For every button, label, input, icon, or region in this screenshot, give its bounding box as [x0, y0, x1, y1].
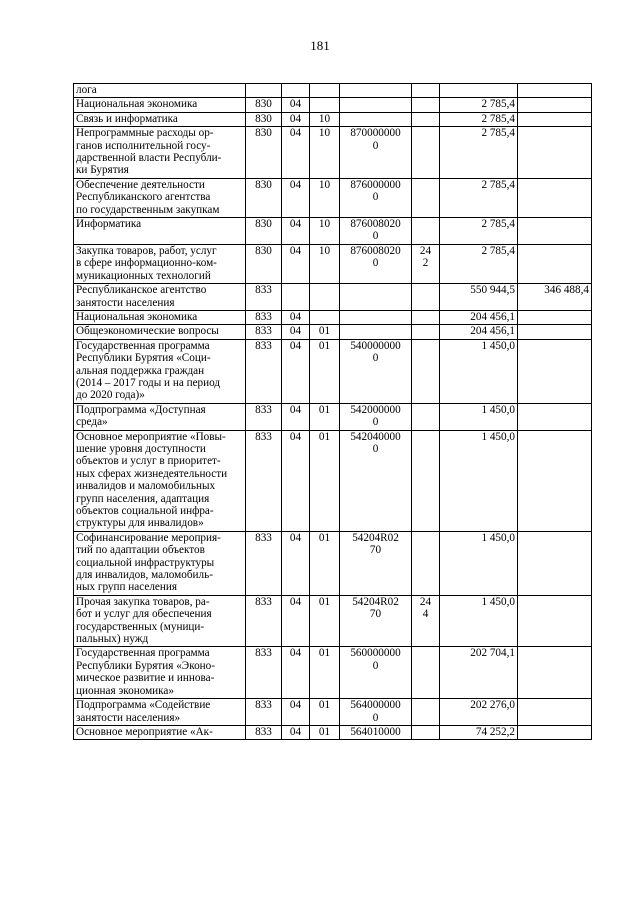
amount-cell [440, 84, 518, 98]
subsection-code-cell: 01 [310, 647, 340, 699]
subsection-code-cell: 01 [310, 403, 340, 430]
grbs-code-cell: 833 [246, 595, 282, 647]
table-row [74, 98, 592, 112]
target-article-code-cell: 876008020 0 [340, 244, 412, 283]
amount-cell: 550 944,5 [440, 284, 518, 311]
item-name-cell: Прочая закупка товаров, ра- бот и услуг для обеспечения государственных (муници- пальных) нужд [74, 595, 246, 647]
subsection-code-cell [310, 284, 340, 311]
table-row [74, 430, 592, 531]
amount-subventions-cell: 346 488,4 [518, 284, 592, 311]
grbs-code-cell: 830 [246, 127, 282, 179]
amount-subventions-cell [518, 725, 592, 739]
subsection-code-cell: 10 [310, 244, 340, 283]
amount-subventions-cell [518, 310, 592, 324]
subsection-code-cell: 01 [310, 430, 340, 531]
target-article-code-cell: 54204R02 70 [340, 531, 412, 595]
expense-type-code-cell: 24 4 [412, 595, 440, 647]
amount-subventions-cell [518, 218, 592, 245]
subsection-code-cell: 10 [310, 178, 340, 217]
section-code-cell: 04 [282, 325, 310, 339]
amount-subventions-cell [518, 595, 592, 647]
table-row [74, 127, 592, 179]
section-code-cell: 04 [282, 178, 310, 217]
section-code-cell: 04 [282, 218, 310, 245]
table-row [74, 699, 592, 726]
section-code-cell: 04 [282, 403, 310, 430]
subsection-code-cell: 01 [310, 595, 340, 647]
expense-type-code-cell [412, 339, 440, 403]
table-row [74, 647, 592, 699]
amount-cell: 2 785,4 [440, 178, 518, 217]
grbs-code-cell: 830 [246, 112, 282, 126]
section-code-cell: 04 [282, 310, 310, 324]
section-code-cell: 04 [282, 98, 310, 112]
grbs-code-cell: 830 [246, 98, 282, 112]
expense-type-code-cell [412, 325, 440, 339]
table-row [74, 218, 592, 245]
section-code-cell [282, 284, 310, 311]
target-article-code-cell: 870000000 0 [340, 127, 412, 179]
amount-cell: 1 450,0 [440, 430, 518, 531]
table-row [74, 339, 592, 403]
expense-type-code-cell [412, 430, 440, 531]
target-article-code-cell: 564010000 [340, 725, 412, 739]
target-article-code-cell: 560000000 0 [340, 647, 412, 699]
subsection-code-cell: 01 [310, 699, 340, 726]
grbs-code-cell: 833 [246, 430, 282, 531]
table-row [74, 244, 592, 283]
item-name-cell: Государственная программа Республики Бурятия «Соци- альная поддержка граждан (2014 – 2017 годы и на период до 2020 года)» [74, 339, 246, 403]
item-name-cell: Основное мероприятие «Повы- шение уровня доступности объектов и услуг в приоритет- ных сферах жизнедеятельности инвалидов и маломобильных групп населения, адаптация объектов социальной инфра- структуры для инвалидов» [74, 430, 246, 531]
amount-cell: 202 704,1 [440, 647, 518, 699]
page-number: 181 [310, 38, 330, 53]
table-row [74, 725, 592, 739]
item-name-cell: Республиканское агентство занятости населения [74, 284, 246, 311]
section-code-cell: 04 [282, 531, 310, 595]
subsection-code-cell [310, 310, 340, 324]
subsection-code-cell: 01 [310, 339, 340, 403]
table-row [74, 403, 592, 430]
amount-cell: 2 785,4 [440, 218, 518, 245]
grbs-code-cell: 833 [246, 284, 282, 311]
expense-type-code-cell: 24 2 [412, 244, 440, 283]
table-row [74, 112, 592, 126]
section-code-cell: 04 [282, 725, 310, 739]
expense-type-code-cell [412, 403, 440, 430]
item-name-cell: Закупка товаров, работ, услуг в сфере информационно-ком- муникационных технологий [74, 244, 246, 283]
section-code-cell [282, 84, 310, 98]
expense-type-code-cell [412, 725, 440, 739]
amount-cell: 2 785,4 [440, 98, 518, 112]
amount-cell: 1 450,0 [440, 531, 518, 595]
target-article-code-cell: 564000000 0 [340, 699, 412, 726]
subsection-code-cell: 01 [310, 725, 340, 739]
expense-type-code-cell [412, 84, 440, 98]
item-name-cell: Национальная экономика [74, 98, 246, 112]
expense-type-code-cell [412, 699, 440, 726]
expense-type-code-cell [412, 647, 440, 699]
subsection-code-cell [310, 84, 340, 98]
grbs-code-cell: 833 [246, 339, 282, 403]
subsection-code-cell: 10 [310, 127, 340, 179]
table-row [74, 531, 592, 595]
item-name-cell: Информатика [74, 218, 246, 245]
item-name-cell: Софинансирование мероприя- тий по адаптации объектов социальной инфраструктуры для инвалидов, маломобиль- ных групп населения [74, 531, 246, 595]
grbs-code-cell: 833 [246, 647, 282, 699]
target-article-code-cell [340, 84, 412, 98]
section-code-cell: 04 [282, 244, 310, 283]
subsection-code-cell: 10 [310, 218, 340, 245]
expense-type-code-cell [412, 98, 440, 112]
grbs-code-cell: 830 [246, 178, 282, 217]
table-row [74, 84, 592, 98]
section-code-cell: 04 [282, 127, 310, 179]
amount-cell: 1 450,0 [440, 595, 518, 647]
amount-cell: 2 785,4 [440, 244, 518, 283]
amount-subventions-cell [518, 699, 592, 726]
expense-type-code-cell [412, 218, 440, 245]
target-article-code-cell: 876008020 0 [340, 218, 412, 245]
target-article-code-cell: 540000000 0 [340, 339, 412, 403]
item-name-cell: лога [74, 84, 246, 98]
amount-subventions-cell [518, 244, 592, 283]
item-name-cell: Национальная экономика [74, 310, 246, 324]
grbs-code-cell: 833 [246, 725, 282, 739]
target-article-code-cell: 542000000 0 [340, 403, 412, 430]
amount-subventions-cell [518, 325, 592, 339]
target-article-code-cell [340, 284, 412, 311]
section-code-cell: 04 [282, 339, 310, 403]
expense-type-code-cell [412, 178, 440, 217]
amount-subventions-cell [518, 112, 592, 126]
amount-cell: 204 456,1 [440, 310, 518, 324]
table-row [74, 178, 592, 217]
amount-subventions-cell [518, 531, 592, 595]
target-article-code-cell: 542040000 0 [340, 430, 412, 531]
amount-cell: 2 785,4 [440, 112, 518, 126]
amount-subventions-cell [518, 339, 592, 403]
amount-cell: 204 456,1 [440, 325, 518, 339]
grbs-code-cell: 830 [246, 218, 282, 245]
amount-subventions-cell [518, 178, 592, 217]
budget-table [73, 83, 592, 740]
item-name-cell: Государственная программа Республики Бурятия «Эконо- мическое развитие и иннова- ционная экономика» [74, 647, 246, 699]
grbs-code-cell [246, 84, 282, 98]
amount-cell: 1 450,0 [440, 403, 518, 430]
table-row [74, 325, 592, 339]
subsection-code-cell: 10 [310, 112, 340, 126]
table-row [74, 310, 592, 324]
item-name-cell: Общеэкономические вопросы [74, 325, 246, 339]
grbs-code-cell: 833 [246, 310, 282, 324]
amount-cell: 1 450,0 [440, 339, 518, 403]
section-code-cell: 04 [282, 112, 310, 126]
amount-cell: 2 785,4 [440, 127, 518, 179]
item-name-cell: Обеспечение деятельности Республиканского агентства по государственным закупкам [74, 178, 246, 217]
amount-cell: 202 276,0 [440, 699, 518, 726]
subsection-code-cell: 01 [310, 531, 340, 595]
table-row [74, 595, 592, 647]
target-article-code-cell [340, 310, 412, 324]
amount-subventions-cell [518, 84, 592, 98]
expense-type-code-cell [412, 284, 440, 311]
table-row [74, 284, 592, 311]
grbs-code-cell: 833 [246, 699, 282, 726]
amount-cell: 74 252,2 [440, 725, 518, 739]
section-code-cell: 04 [282, 647, 310, 699]
target-article-code-cell: 54204R02 70 [340, 595, 412, 647]
subsection-code-cell: 01 [310, 325, 340, 339]
target-article-code-cell [340, 112, 412, 126]
item-name-cell: Непрограммные расходы ор- ганов исполнительной госу- дарственной власти Республи- ки Бурятия [74, 127, 246, 179]
item-name-cell: Основное мероприятие «Ак- [74, 725, 246, 739]
amount-subventions-cell [518, 647, 592, 699]
subsection-code-cell [310, 98, 340, 112]
expense-type-code-cell [412, 127, 440, 179]
target-article-code-cell [340, 325, 412, 339]
amount-subventions-cell [518, 403, 592, 430]
item-name-cell: Подпрограмма «Содействие занятости населения» [74, 699, 246, 726]
amount-subventions-cell [518, 98, 592, 112]
grbs-code-cell: 833 [246, 403, 282, 430]
expense-type-code-cell [412, 112, 440, 126]
item-name-cell: Связь и информатика [74, 112, 246, 126]
expense-type-code-cell [412, 310, 440, 324]
section-code-cell: 04 [282, 430, 310, 531]
section-code-cell: 04 [282, 699, 310, 726]
target-article-code-cell: 876000000 0 [340, 178, 412, 217]
grbs-code-cell: 833 [246, 531, 282, 595]
budget-table-body [74, 84, 592, 740]
item-name-cell: Подпрограмма «Доступная среда» [74, 403, 246, 430]
amount-subventions-cell [518, 127, 592, 179]
grbs-code-cell: 830 [246, 244, 282, 283]
amount-subventions-cell [518, 430, 592, 531]
grbs-code-cell: 833 [246, 325, 282, 339]
expense-type-code-cell [412, 531, 440, 595]
section-code-cell: 04 [282, 595, 310, 647]
target-article-code-cell [340, 98, 412, 112]
